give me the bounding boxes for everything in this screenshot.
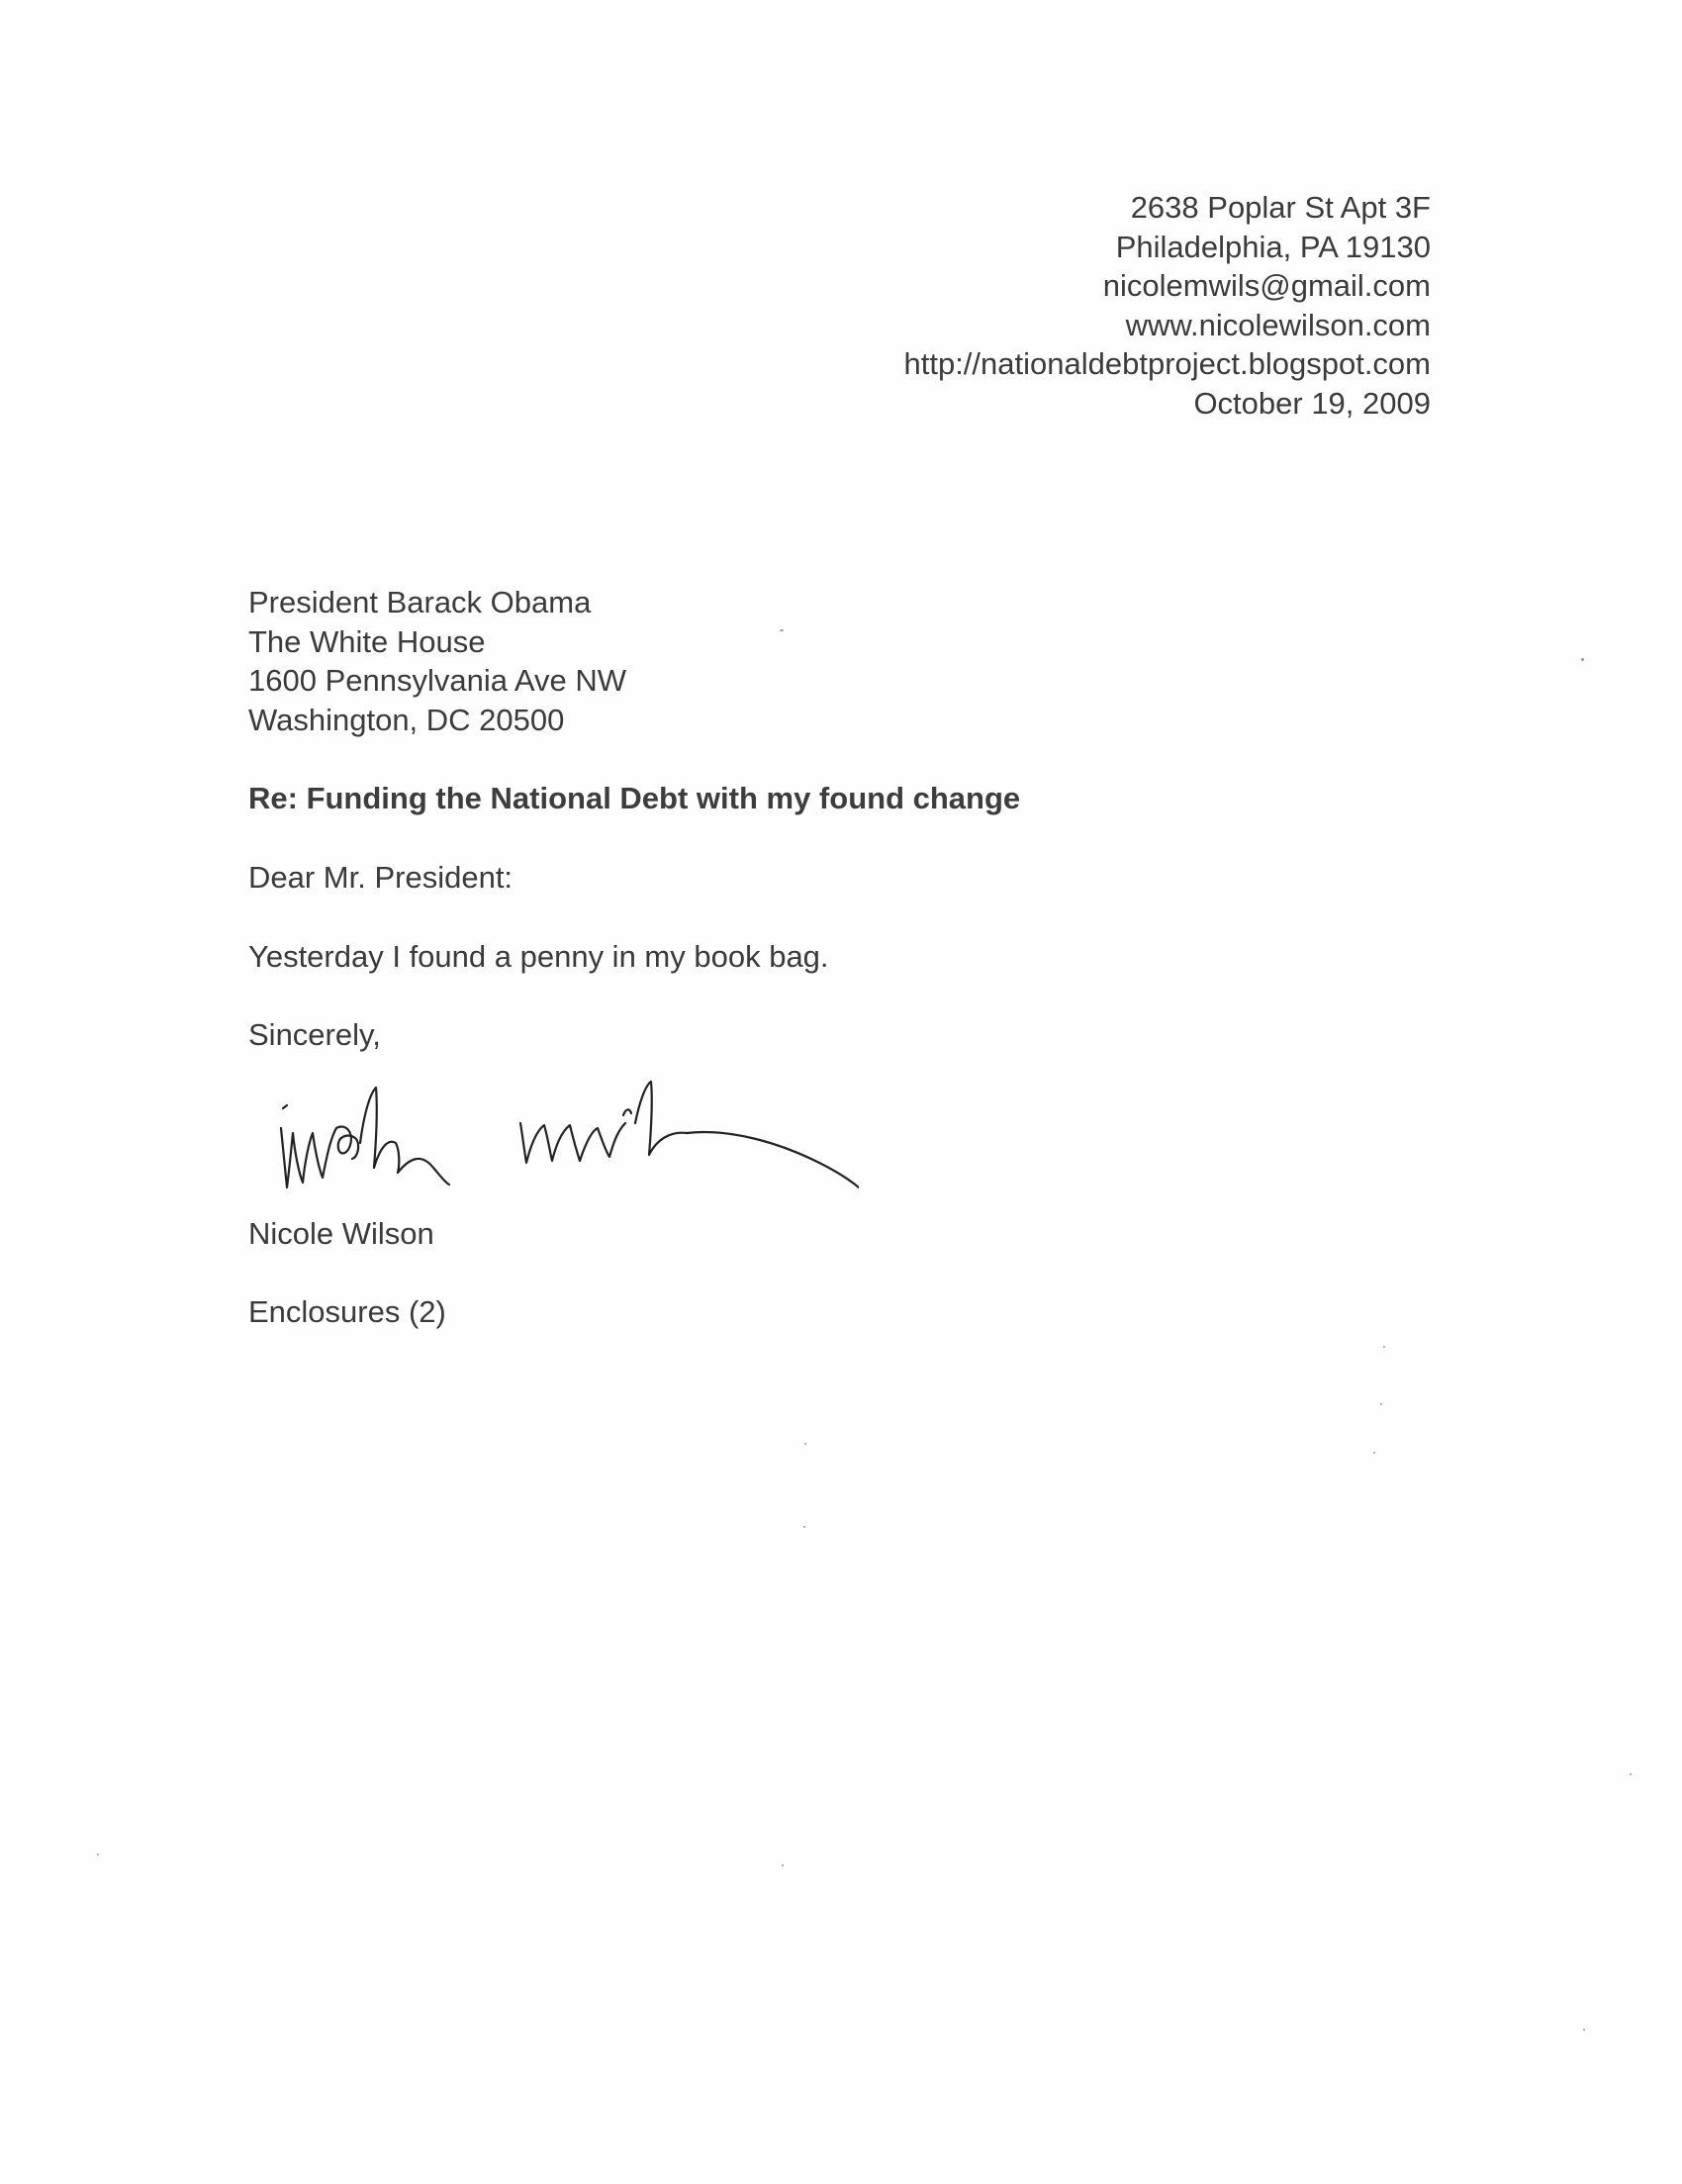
recipient-city-state-zip: Washington, DC 20500 — [248, 702, 565, 737]
recipient-organization: The White House — [248, 623, 486, 659]
sender-email: nicolemwils@gmail.com — [1102, 268, 1431, 303]
letter-date: October 19, 2009 — [1193, 385, 1431, 421]
recipient-name: President Barack Obama — [248, 585, 592, 619]
scan-speck — [1581, 658, 1584, 661]
scan-speck — [803, 1526, 805, 1528]
scan-speck — [1373, 1452, 1375, 1454]
sender-address-block — [903, 188, 1431, 423]
closing: Sincerely, — [248, 1017, 381, 1052]
scan-speck — [780, 629, 784, 631]
subject-line: Re: Funding the National Debt with my found change — [248, 781, 1021, 815]
sender-website: www.nicolewilson.com — [1125, 307, 1431, 342]
sender-blog-url: http://nationaldebtproject.blogspot.com — [903, 346, 1431, 381]
scan-speck — [1380, 1403, 1382, 1405]
recipient-address-block — [248, 583, 626, 739]
recipient-street: 1600 Pennsylvania Ave NW — [248, 663, 626, 698]
scan-speck — [1630, 1773, 1632, 1775]
signer-name: Nicole Wilson — [248, 1216, 434, 1251]
letter-body: Yesterday I found a penny in my book bag. — [248, 939, 829, 974]
scan-speck — [1383, 1346, 1385, 1348]
sender-city-state-zip: Philadelphia, PA 19130 — [1115, 229, 1431, 264]
salutation: Dear Mr. President: — [248, 860, 514, 895]
scan-speck — [782, 1864, 784, 1866]
enclosures-note: Enclosures (2) — [248, 1294, 446, 1329]
scan-speck — [1583, 2029, 1585, 2031]
scan-speck — [804, 1443, 806, 1445]
handwritten-signature — [265, 1074, 859, 1202]
scan-speck — [97, 1853, 99, 1855]
sender-street: 2638 Poplar St Apt 3F — [1130, 190, 1431, 225]
